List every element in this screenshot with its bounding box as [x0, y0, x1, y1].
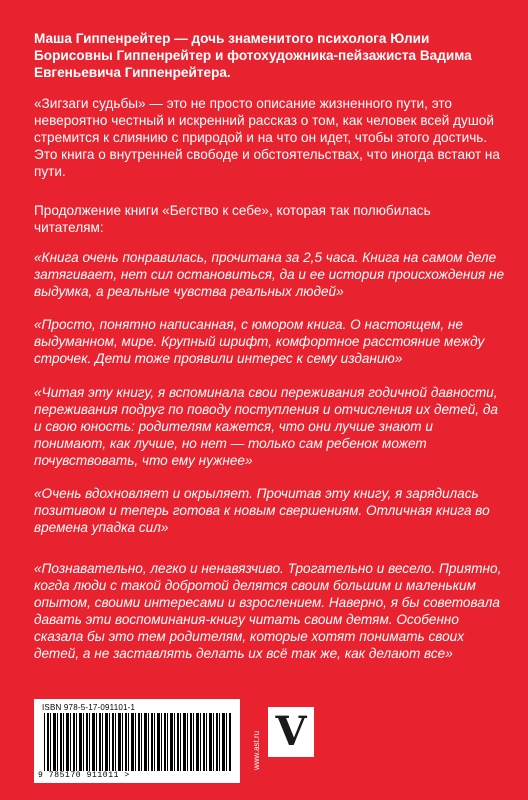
publisher-url: www.ast.ru [252, 730, 261, 770]
reader-review: «Познавательно, легко и ненавязчиво. Трогательно и весело. Приятно, когда люди с такой добротой делятся своим большим и маленьким опытом, своими интересами и взрослением. Наверно, я бы советовала давать эти воспоминания-книгу читать своим детям. Особенно сказала бы это тем родителям, которые хотят понимать своих детей, а не заставлять делать их всё так же, как делают все» [34, 561, 502, 661]
reader-review: «Просто, понятно написанная, с юмором книга. О настоящем, не выдуманном, мире. Крупный шрифт, комфортное расстояние между строчек. Дети тоже проявили интерес к сему изданию» [34, 317, 485, 366]
isbn-barcode [34, 699, 240, 783]
publisher-logo [268, 707, 314, 757]
author-intro: Маша Гиппенрейтер — дочь знаменитого психолога Юлии Борисовны Гиппенрейтер и фотохудожника-пейзажиста Вадима Евгеньевича Гиппенрейтера. [34, 31, 472, 80]
barcode-bars [44, 713, 232, 771]
publisher-logo-letter: V [275, 708, 307, 755]
reader-review: «Книга очень понравилась, прочитана за 2,5 часа. Книга на самом деле затягивает, нет сил остановиться, да и ее история происхождения не выдумка, а реальные чувства реальных людей» [34, 250, 505, 299]
isbn-number: ISBN 978-5-17-091101-1 [42, 703, 136, 712]
reader-review: «Читая эту книгу, я вспоминала свои переживания годичной давности, переживания подруг по поводу поступления и отчисления их детей, да и свою юность: родителям кажется, что они лучше знают и понимают, как лучше, но нет — только сам ребенок может почувствовать, что ему нужнее» [34, 385, 498, 468]
sequel-note: Продолжение книги «Бегство к себе», которая так полюбилась читателям: [34, 203, 431, 235]
book-description: «Зигзаги судьбы» — это не просто описание жизненного пути, это невероятно честный и искренний рассказ о том, как человек всей душой стремится к слиянию с природой и на что он идет, чтобы этого достичь. Это книга о внутренней свободе и обстоятельствах, что иногда встают на пути. [34, 96, 500, 179]
reader-review: «Очень вдохновляет и окрыляет. Прочитав эту книгу, я зарядилась позитивом и теперь готова к новым свершениям. Отличная книга во времена упадка сил» [34, 486, 490, 535]
barcode-digits: 9 785170 911011 > [38, 771, 130, 780]
